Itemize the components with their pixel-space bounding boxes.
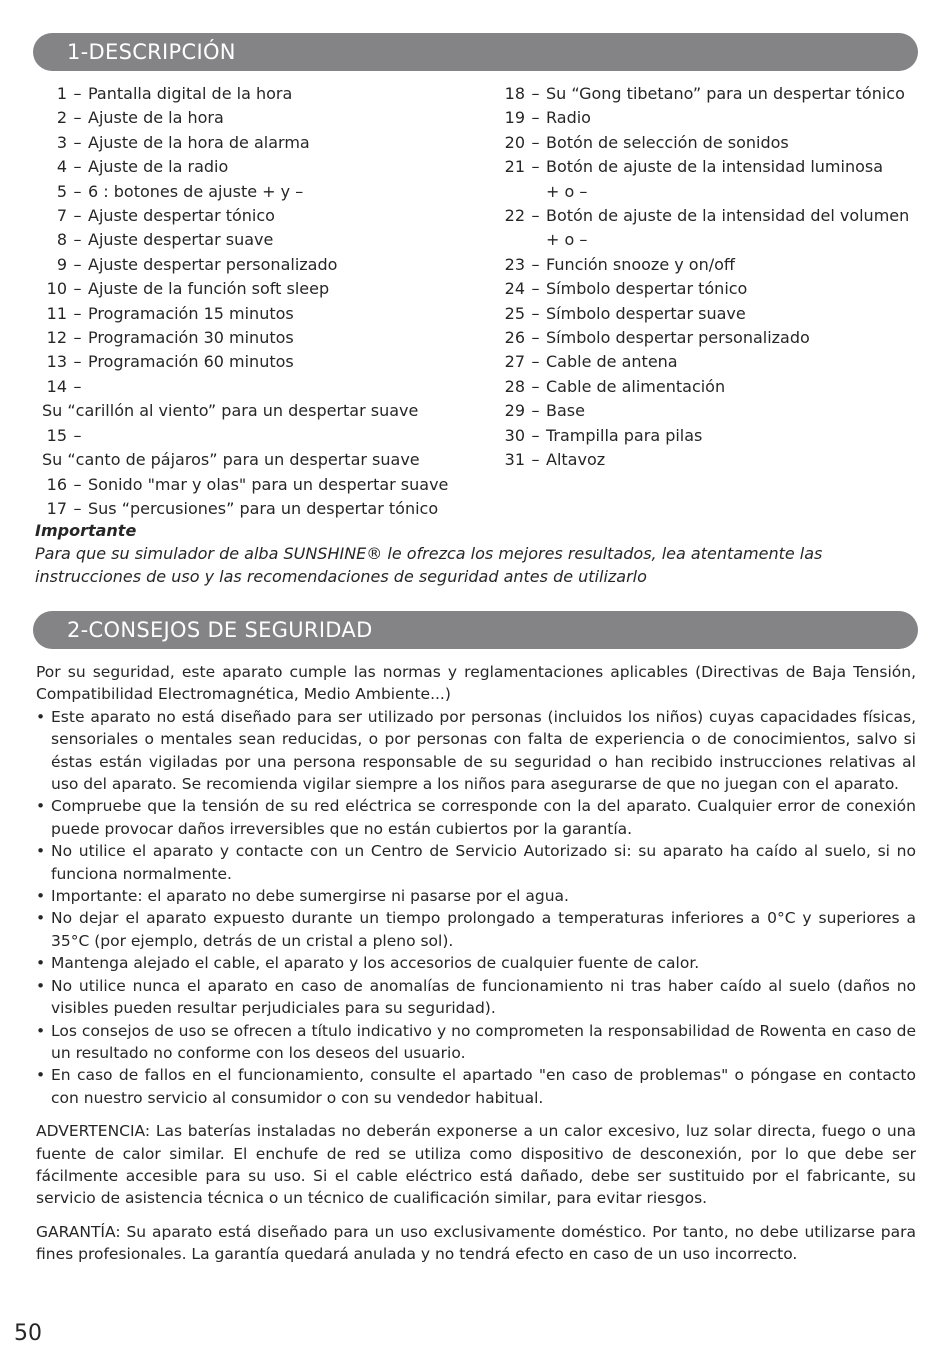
list-item (42, 375, 462, 424)
item-number: 13 (46, 352, 67, 372)
list-item (500, 375, 920, 399)
item-separator: – (531, 132, 540, 152)
item-separator: – (531, 401, 540, 421)
item-text: Base (546, 401, 585, 421)
item-number: 20 (504, 132, 525, 152)
safety-bullet-item: • Mantenga alejado el cable, el aparato y los accesorios de cualquier fuente de calor. (36, 952, 916, 974)
item-text: Altavoz (546, 450, 606, 470)
list-item (500, 326, 920, 350)
list-item (500, 155, 920, 204)
list-item (42, 82, 462, 106)
item-number: 21 (504, 157, 525, 177)
item-text: Función snooze y on/off (546, 254, 735, 274)
item-number: 22 (504, 206, 525, 226)
safety-bullet-item: • No utilice el aparato y contacte con un Centro de Servicio Autorizado si: su aparato ha caído al suelo, si no funciona normalmente. (36, 840, 916, 885)
item-number: 31 (504, 450, 525, 470)
safety-bullet-list (36, 706, 916, 1109)
item-text: Programación 30 minutos (88, 328, 294, 348)
item-text: Su “carillón al viento” para un despertar suave (42, 401, 419, 421)
item-text: Sus “percusiones” para un despertar tónico (88, 498, 439, 518)
item-separator: – (531, 328, 540, 348)
list-item (500, 399, 920, 423)
item-number: 15 (46, 425, 67, 445)
item-number: 17 (46, 498, 67, 518)
item-number: 10 (46, 279, 67, 299)
page-number: 50 (14, 1321, 42, 1346)
item-number: 9 (56, 254, 67, 274)
safety-bullet-item: • No utilice nunca el aparato en caso de anomalías de funcionamiento ni tras haber caído al suelo (daños no visibles pueden resultar perjudiciales para su seguridad). (36, 975, 916, 1020)
item-number: 23 (504, 254, 525, 274)
item-text: Pantalla digital de la hora (88, 84, 293, 103)
list-item (42, 497, 462, 521)
item-separator: – (73, 157, 82, 177)
item-separator: – (73, 181, 82, 201)
item-text: Ajuste de la hora (88, 108, 224, 128)
item-separator: – (531, 84, 540, 103)
item-separator: – (531, 303, 540, 323)
item-separator: – (73, 425, 82, 445)
item-number: 29 (504, 401, 525, 421)
item-text: Radio (546, 108, 591, 128)
item-number: 14 (46, 376, 67, 396)
item-continuation: + o – (546, 181, 588, 201)
list-item (42, 473, 462, 497)
item-text: Botón de selección de sonidos (546, 132, 789, 152)
safety-advice (36, 661, 916, 1266)
list-item (42, 180, 462, 204)
list-item (500, 424, 920, 448)
item-separator: – (73, 132, 82, 152)
list-item (42, 106, 462, 130)
list-item (500, 131, 920, 155)
item-number: 4 (56, 157, 67, 177)
item-number: 19 (504, 108, 525, 128)
important-text: Para que su simulador de alba SUNSHINE® le ofrezca los mejores resultados, lea atentamente las instrucciones de uso y las recomendaciones de seguridad antes de utilizarlo (35, 544, 823, 586)
item-number: 7 (56, 206, 67, 226)
list-item (500, 277, 920, 301)
warning-paragraph: ADVERTENCIA: Las baterías instaladas no deberán exponerse a un calor excesivo, luz solar directa, fuego o una fuente de calor similar. El enchufe de red se utiliza como dispositivo de desconexión, por lo que debe ser fácilmente accesible para su uso. Si el cable eléctrico está dañado, debe ser sustituido por el fabricante, su servicio de asistencia técnica o un técnico de cualificación similar, para evitar riesgos. (36, 1122, 916, 1208)
description-list-left (42, 82, 462, 521)
item-text: Símbolo despertar personalizado (546, 328, 810, 348)
item-text: Cable de antena (546, 352, 678, 372)
safety-bullet-item: • En caso de fallos en el funcionamiento, consulte el apartado "en caso de problemas" o póngase en contacto con nuestro servicio al consumidor o con su vendedor habitual. (36, 1064, 916, 1109)
list-item (42, 424, 462, 473)
item-text: Símbolo despertar suave (546, 303, 746, 323)
item-separator: – (73, 254, 82, 274)
item-separator: – (73, 108, 82, 128)
item-separator: – (73, 474, 82, 494)
section-2-heading: 2-CONSEJOS DE SEGURIDAD (33, 611, 918, 649)
item-number: 2 (56, 108, 67, 128)
item-number: 3 (56, 132, 67, 152)
item-separator: – (73, 303, 82, 323)
list-item (500, 106, 920, 130)
item-text: Ajuste despertar tónico (88, 206, 275, 226)
item-separator: – (73, 84, 82, 103)
section-1-heading: 1-DESCRIPCIÓN (33, 33, 918, 71)
important-title: Importante (35, 521, 137, 540)
item-number: 28 (504, 376, 525, 396)
item-text: Símbolo despertar tónico (546, 279, 748, 299)
item-text: Su “Gong tibetano” para un despertar tónico (546, 84, 905, 103)
list-item (42, 155, 462, 179)
list-item (500, 204, 920, 253)
item-number: 18 (504, 84, 525, 103)
important-note (35, 519, 920, 588)
item-separator: – (73, 279, 82, 299)
list-item (500, 82, 920, 106)
safety-bullet-item: • Importante: el aparato no debe sumergirse ni pasarse por el agua. (36, 885, 916, 907)
item-text: Sonido "mar y olas" para un despertar suave (88, 474, 449, 494)
item-text: Su “canto de pájaros” para un despertar suave (42, 450, 420, 470)
list-item (500, 448, 920, 472)
item-text: Trampilla para pilas (546, 425, 703, 445)
item-text: Botón de ajuste de la intensidad del volumen (546, 206, 910, 226)
safety-bullet-item: • Compruebe que la tensión de su red eléctrica se corresponde con la del aparato. Cualquier error de conexión puede provocar daños irreversibles que no están cubiertos por la garantía. (36, 795, 916, 840)
item-text: Cable de alimentación (546, 376, 726, 396)
item-text: 6 : botones de ajuste + y – (88, 181, 304, 201)
list-item (500, 253, 920, 277)
description-list-right (500, 82, 920, 473)
item-text: Ajuste despertar personalizado (88, 254, 338, 274)
item-separator: – (531, 254, 540, 274)
item-separator: – (531, 157, 540, 177)
item-separator: – (531, 450, 540, 470)
item-separator: – (73, 328, 82, 348)
list-item (42, 228, 462, 252)
safety-bullet-item: • Este aparato no está diseñado para ser utilizado por personas (incluidos los niños) cuyas capacidades físicas, sensoriales o mentales sean reducidas, o por personas con falta de experiencia o de conocimientos, salvo si éstas están vigiladas por una persona responsable de su seguridad o han recibido instrucciones relativas al uso del aparato. Se recomienda vigilar siempre a los niños para asegurarse de que no juegan con el aparato. (36, 706, 916, 796)
warranty-paragraph: GARANTÍA: Su aparato está diseñado para un uso exclusivamente doméstico. Por tanto, no debe utilizarse para fines profesionales. La garantía quedará anulada y no tendrá efecto en caso de un uso incorrecto. (36, 1222, 916, 1264)
item-number: 30 (504, 425, 525, 445)
safety-bullet-item: • No dejar el aparato expuesto durante un tiempo prolongado a temperaturas inferiores a 0°C y superiores a 35°C (por ejemplo, detrás de un cristal a pleno sol). (36, 907, 916, 952)
item-text: Ajuste despertar suave (88, 230, 274, 250)
item-separator: – (531, 352, 540, 372)
item-separator: – (73, 376, 82, 396)
list-item (42, 131, 462, 155)
safety-bullet-item: • Los consejos de uso se ofrecen a título indicativo y no comprometen la responsabilidad de Rowenta en caso de un resultado no conforme con los deseos del usuario. (36, 1020, 916, 1065)
item-separator: – (73, 352, 82, 372)
list-item (42, 302, 462, 326)
item-continuation: + o – (546, 230, 588, 250)
safety-intro: Por su seguridad, este aparato cumple las normas y reglamentaciones aplicables (Directivas de Baja Tensión, Compatibilidad Electromagnética, Medio Ambiente...) (36, 663, 916, 704)
item-separator: – (73, 206, 82, 226)
item-separator: – (73, 230, 82, 250)
list-item (500, 350, 920, 374)
item-text: Ajuste de la función soft sleep (88, 279, 330, 299)
list-item (42, 350, 462, 374)
item-number: 25 (504, 303, 525, 323)
list-item (42, 253, 462, 277)
item-number: 5 (56, 181, 67, 201)
item-text: Programación 60 minutos (88, 352, 294, 372)
item-number: 27 (504, 352, 525, 372)
item-number: 24 (504, 279, 525, 299)
list-item (500, 302, 920, 326)
item-text: Ajuste de la radio (88, 157, 229, 177)
item-text: Botón de ajuste de la intensidad luminosa (546, 157, 884, 177)
item-separator: – (531, 376, 540, 396)
item-text: Ajuste de la hora de alarma (88, 132, 310, 152)
item-separator: – (531, 279, 540, 299)
item-number: 8 (56, 230, 67, 250)
item-separator: – (73, 498, 82, 518)
item-number: 12 (46, 328, 67, 348)
item-number: 11 (46, 303, 67, 323)
item-number: 26 (504, 328, 525, 348)
item-separator: – (531, 108, 540, 128)
list-item (42, 277, 462, 301)
item-number: 16 (46, 474, 67, 494)
item-separator: – (531, 425, 540, 445)
list-item (42, 204, 462, 228)
list-item (42, 326, 462, 350)
item-number: 1 (56, 84, 67, 103)
item-text: Programación 15 minutos (88, 303, 294, 323)
item-separator: – (531, 206, 540, 226)
